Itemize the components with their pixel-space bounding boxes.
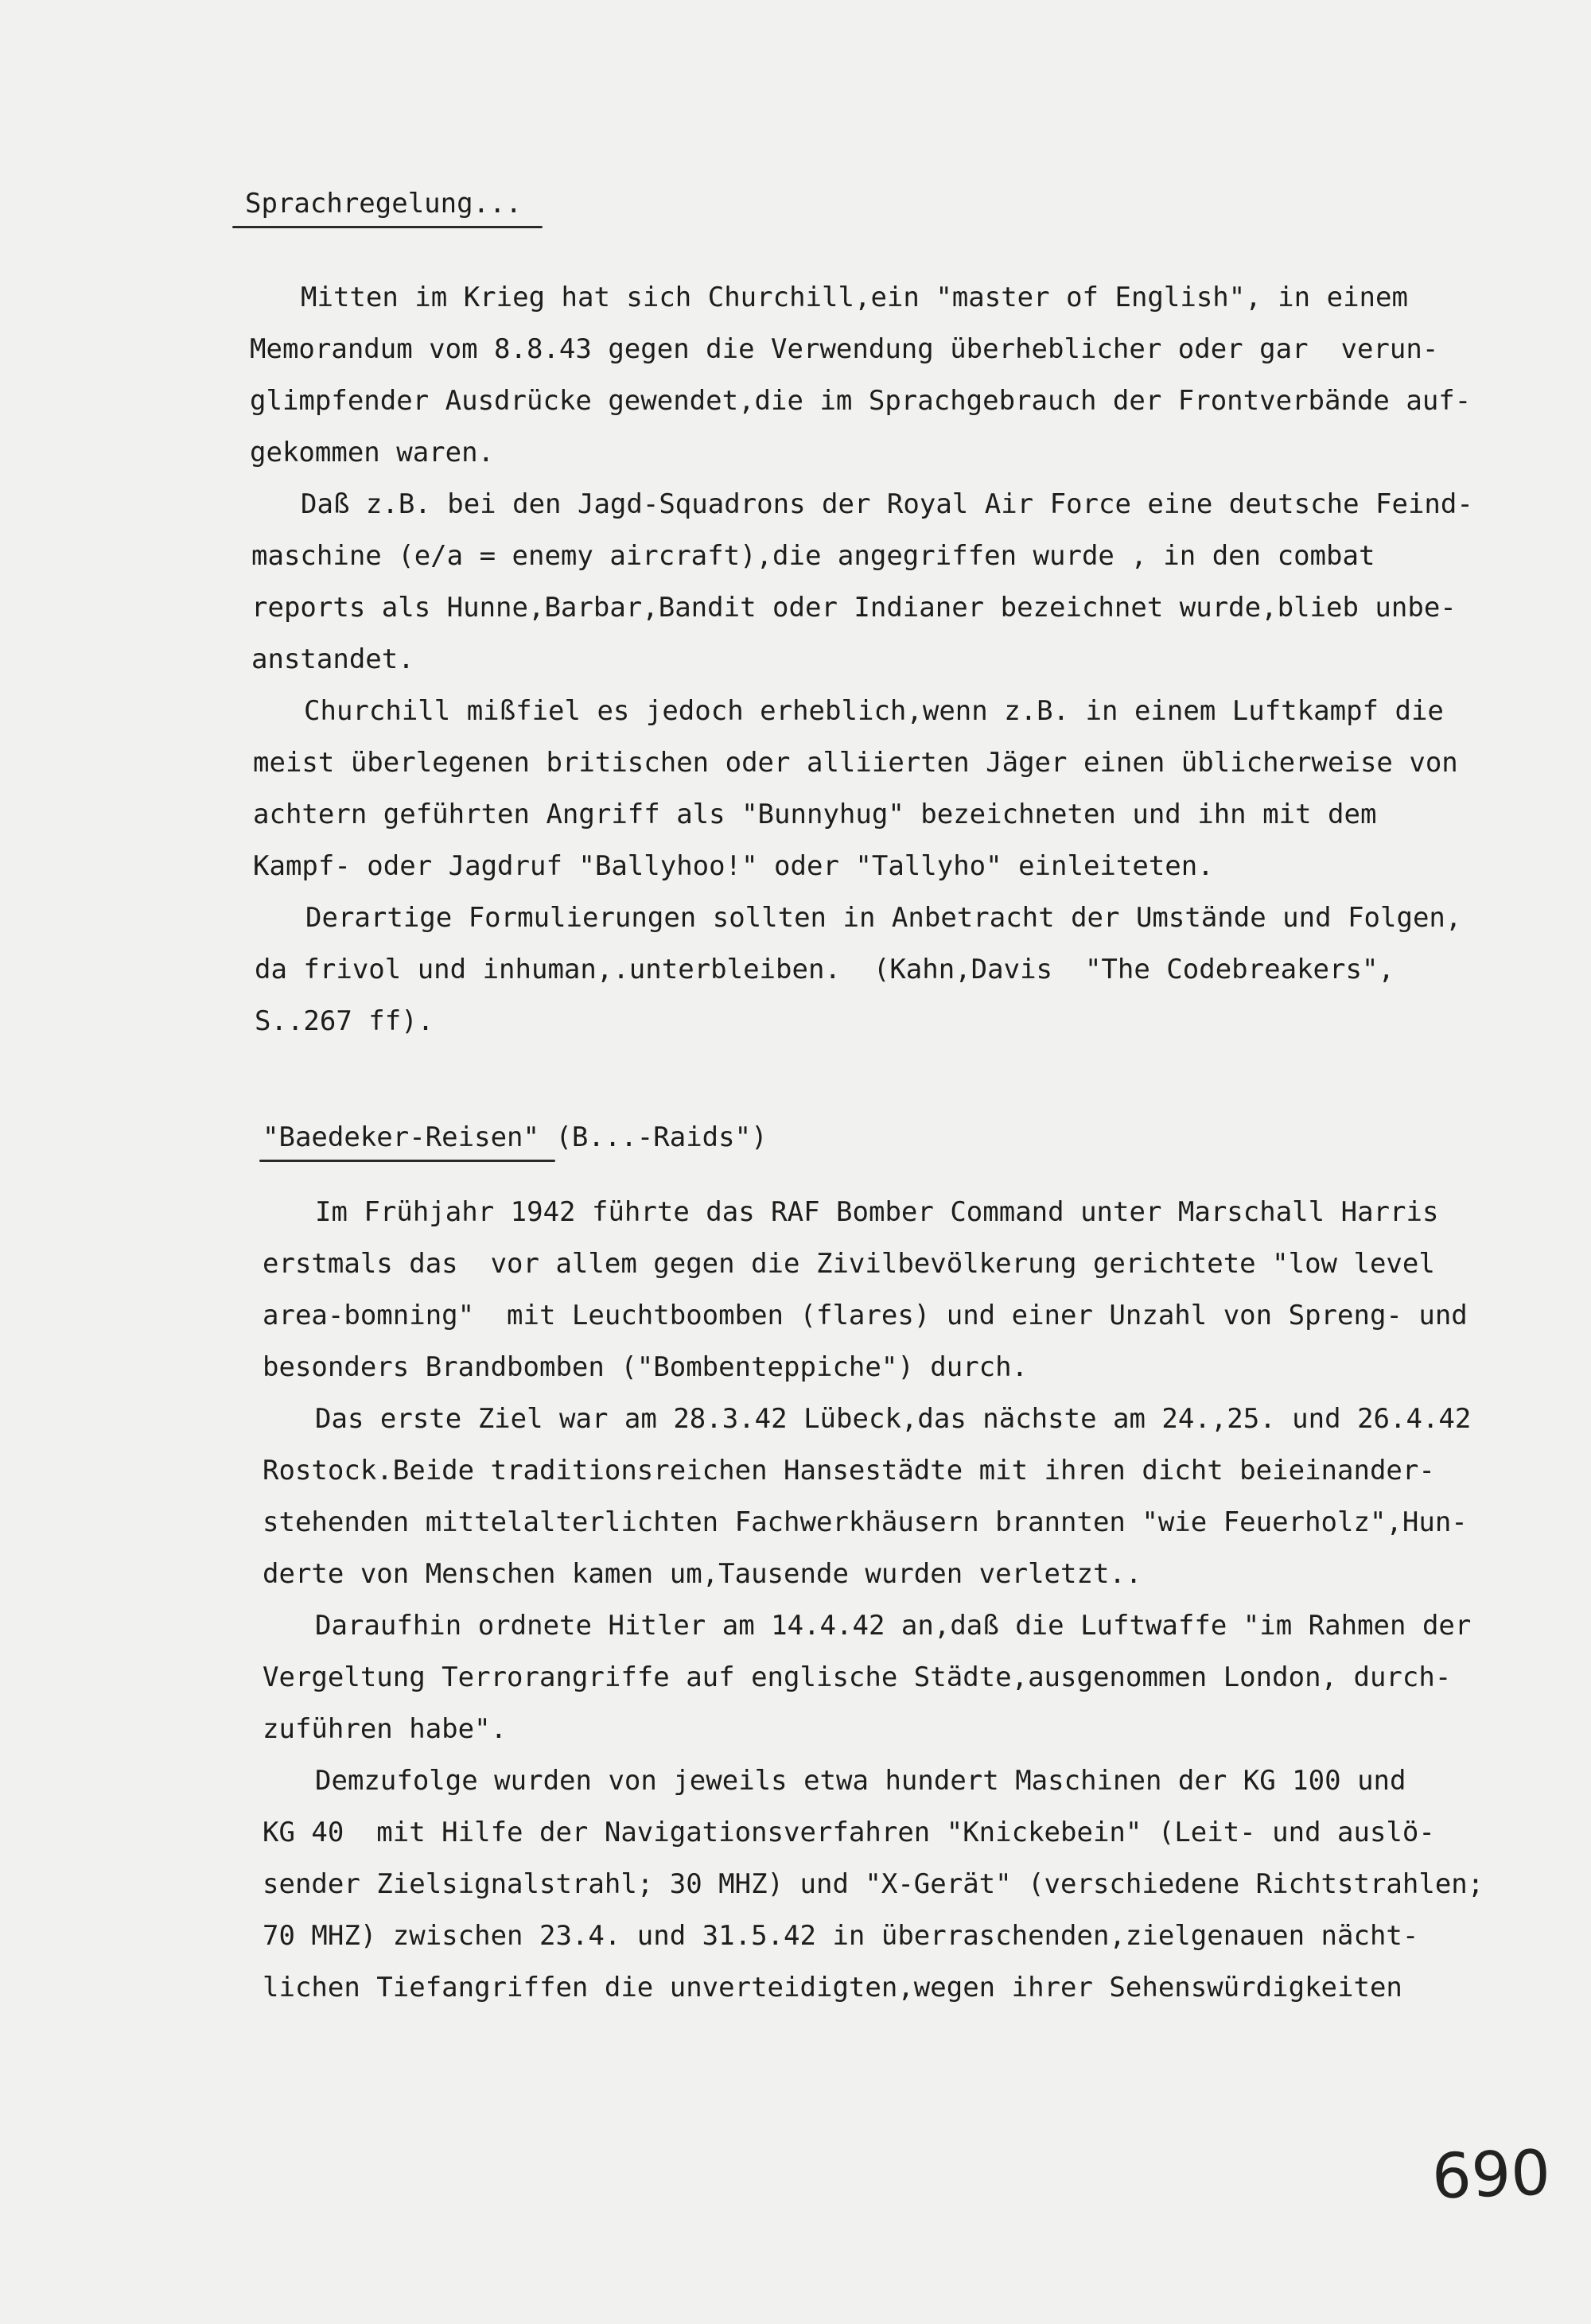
section2-line: besonders Brandbomben ("Bombenteppiche") durch. bbox=[263, 1351, 1029, 1383]
section1-line: maschine (e/a = enemy aircraft),die angegriffen wurde , in den combat bbox=[251, 540, 1375, 572]
section2-heading: "Baedeker-Reisen" (B...-Raids") bbox=[263, 1121, 768, 1153]
section2-heading-block bbox=[263, 1121, 768, 1153]
section1-heading-underline bbox=[232, 226, 543, 228]
section2-line: Demzufolge wurden von jeweils etwa hundert Maschinen der KG 100 und bbox=[315, 1765, 1406, 1797]
section1-line: reports als Hunne,Barbar,Bandit oder Indianer bezeichnet wurde,blieb unbe- bbox=[251, 592, 1457, 624]
section1-line: da frivol und inhuman,.unterbleiben. (Kahn,Davis "The Codebreakers", bbox=[255, 954, 1395, 985]
section1-line: anstandet. bbox=[251, 643, 414, 675]
section1-line: Daß z.B. bei den Jagd-Squadrons der Royal Air Force eine deutsche Feind- bbox=[301, 488, 1473, 520]
section1-line: Memorandum vom 8.8.43 gegen die Verwendung überheblicher oder gar verun- bbox=[250, 333, 1439, 365]
section1-line: Kampf- oder Jagdruf "Ballyhoo!" oder "Tallyho" einleiteten. bbox=[253, 850, 1214, 882]
section1-line: Churchill mißfiel es jedoch erheblich,wenn z.B. in einem Luftkampf die bbox=[304, 695, 1444, 727]
section1-line: glimpfender Ausdrücke gewendet,die im Sprachgebrauch der Frontverbände auf- bbox=[250, 385, 1472, 417]
section1-line: S..267 ff). bbox=[255, 1005, 434, 1037]
section2-line: Vergeltung Terrorangriffe auf englische Städte,ausgenommen London, durch- bbox=[263, 1661, 1452, 1693]
section1-heading: Sprachregelung... bbox=[245, 188, 522, 220]
section2-line: area-bomning" mit Leuchtboomben (flares) und einer Unzahl von Spreng- und bbox=[263, 1300, 1468, 1331]
section2-line: derte von Menschen kamen um,Tausende wurden verletzt.. bbox=[263, 1558, 1142, 1590]
section2-line: 70 MHZ) zwischen 23.4. und 31.5.42 in überraschenden,zielgenauen nächt- bbox=[263, 1920, 1419, 1952]
section1-heading-block bbox=[245, 188, 522, 220]
section1-line: gekommen waren. bbox=[250, 437, 495, 468]
section2-heading-underline bbox=[259, 1160, 555, 1162]
section2-line: Das erste Ziel war am 28.3.42 Lübeck,das nächste am 24.,25. und 26.4.42 bbox=[315, 1403, 1472, 1435]
page-number: 690 bbox=[1430, 2137, 1552, 2213]
section2-line: erstmals das vor allem gegen die Zivilbevölkerung gerichtete "low level bbox=[263, 1248, 1435, 1280]
section2-line: lichen Tiefangriffen die unverteidigten,wegen ihrer Sehenswürdigkeiten bbox=[263, 1972, 1402, 2003]
section1-line: meist überlegenen britischen oder alliierten Jäger einen üblicherweise von bbox=[253, 747, 1458, 779]
section2-line: Daraufhin ordnete Hitler am 14.4.42 an,daß die Luftwaffe "im Rahmen der bbox=[315, 1610, 1472, 1642]
section2-line: KG 40 mit Hilfe der Navigationsverfahren "Knickebein" (Leit- und auslö- bbox=[263, 1817, 1435, 1848]
section2-line: Im Frühjahr 1942 führte das RAF Bomber Command unter Marschall Harris bbox=[315, 1196, 1439, 1228]
section2-line: stehenden mittelalterlichten Fachwerkhäusern brannten "wie Feuerholz",Hun- bbox=[263, 1506, 1468, 1538]
section1-line: Mitten im Krieg hat sich Churchill,ein "master of English", in einem bbox=[301, 282, 1408, 313]
section2-line: zuführen habe". bbox=[263, 1713, 508, 1745]
section1-line: achtern geführten Angriff als "Bunnyhug" bezeichneten und ihn mit dem bbox=[253, 799, 1377, 830]
section2-line: Rostock.Beide traditionsreichen Hansestädte mit ihren dicht beieinander- bbox=[263, 1455, 1435, 1487]
section1-line: Derartige Formulierungen sollten in Anbetracht der Umstände und Folgen, bbox=[305, 902, 1462, 934]
section2-line: sender Zielsignalstrahl; 30 MHZ) und "X-Gerät" (verschiedene Richtstrahlen; bbox=[263, 1868, 1484, 1900]
